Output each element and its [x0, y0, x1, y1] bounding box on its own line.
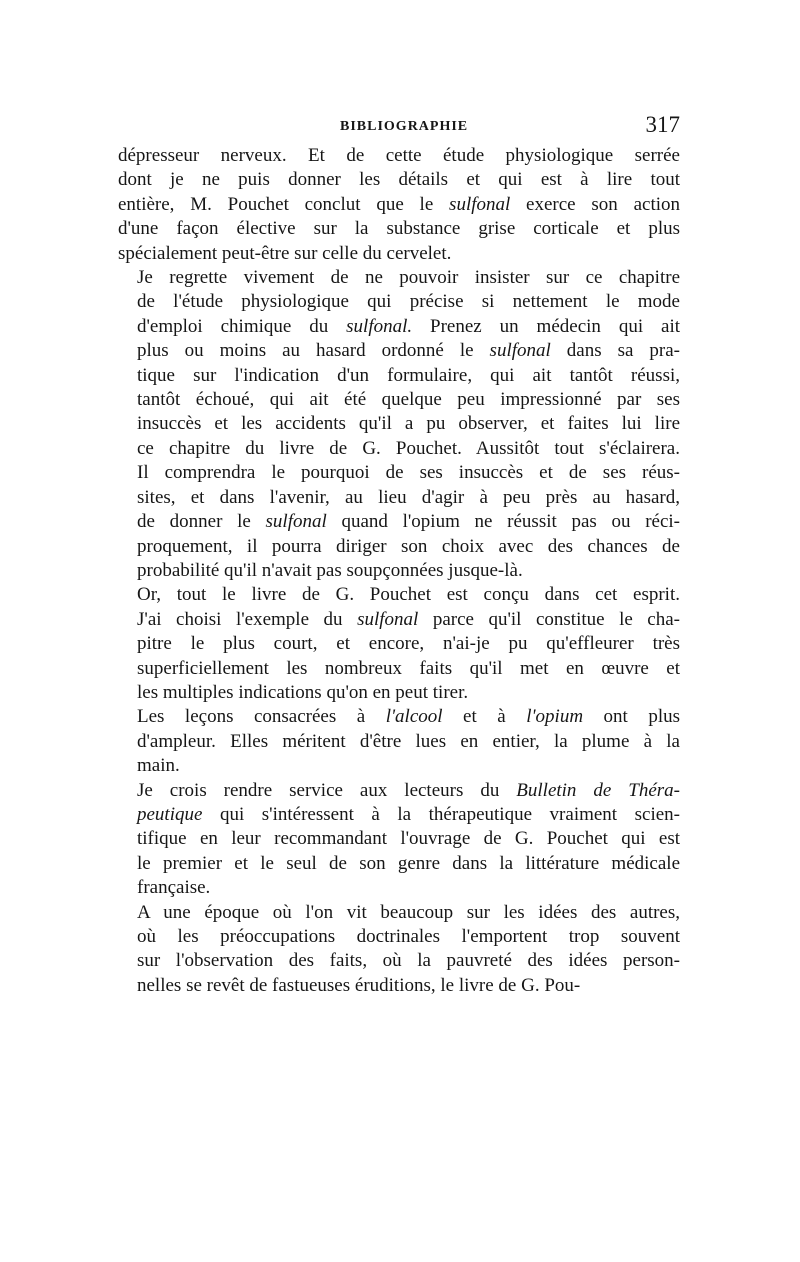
- text-line: [118, 632, 680, 656]
- text-run: pitre le plus court, et encore, n'ai-je pu qu'effleurer très: [137, 633, 680, 655]
- text-line: [118, 657, 680, 681]
- text-line: [118, 583, 680, 607]
- text-line: [118, 974, 680, 998]
- text-line: [118, 681, 680, 705]
- italic-term: sulfonal: [357, 608, 419, 630]
- text-line: [118, 242, 680, 266]
- text-line: [118, 315, 680, 339]
- paragraph: [118, 901, 680, 999]
- text-line: [118, 730, 680, 754]
- text-run: ont plus: [583, 706, 681, 728]
- text-line: [118, 144, 680, 168]
- text-run: de donner le: [137, 511, 266, 533]
- paragraph: [118, 583, 680, 705]
- text-run: exerce son action: [510, 193, 680, 215]
- text-line: [118, 437, 680, 461]
- text-line: [118, 608, 680, 632]
- text-run: qui s'intéressent à la thérapeutique vraiment scien-: [202, 803, 680, 825]
- text-line: [118, 901, 680, 925]
- paragraph: [118, 705, 680, 778]
- text-run: de l'étude physiologique qui précise si nettement le mode: [137, 291, 680, 313]
- text-run: d'emploi chimique du: [137, 315, 347, 337]
- text-run: d'une façon élective sur la substance grise corticale et plus: [118, 218, 680, 240]
- text-line: [118, 779, 680, 803]
- text-line: [118, 217, 680, 241]
- text-run: dépresseur nerveux. Et de cette étude physiologique serrée: [118, 145, 680, 166]
- text-run: entière, M. Pouchet conclut que le: [118, 193, 450, 215]
- text-run: nelles se revêt de fastueuses éruditions, le livre de G. Pou-: [137, 974, 581, 996]
- running-head: [118, 112, 680, 144]
- italic-term: Bulletin de Théra-: [516, 779, 680, 801]
- italic-term: sulfonal: [265, 511, 327, 533]
- text-line: [118, 486, 680, 510]
- text-line: [118, 876, 680, 900]
- text-run: et à: [442, 706, 527, 728]
- text-run: dont je ne puis donner les détails et qui est à lire tout: [118, 169, 680, 191]
- text-run: tantôt échoué, qui ait été quelque peu impressionné par ses: [137, 389, 680, 411]
- italic-term: sulfonal: [489, 340, 551, 362]
- text-run: tique sur l'indication d'un formulaire, qui ait tantôt réussi,: [137, 364, 680, 386]
- italic-term: l'alcool: [385, 706, 443, 728]
- text-line: [118, 559, 680, 583]
- text-run: A une époque où l'on vit beaucoup sur les idées des autres,: [137, 901, 680, 923]
- paragraph: [118, 144, 680, 266]
- text-run: dans sa pra-: [550, 340, 680, 362]
- text-run: Je regrette vivement de ne pouvoir insister sur ce chapitre: [137, 267, 680, 289]
- text-run: ce chapitre du livre de G. Pouchet. Aussitôt tout s'éclairera.: [137, 437, 680, 459]
- running-title: BIBLIOGRAPHIE: [340, 119, 469, 134]
- text-line: [118, 388, 680, 412]
- paragraph: [118, 779, 680, 901]
- book-page: [118, 112, 680, 998]
- text-line: [118, 412, 680, 436]
- text-line: [118, 266, 680, 290]
- text-run: tifique en leur recommandant l'ouvrage de G. Pouchet qui est: [137, 828, 680, 850]
- text-run: les multiples indications qu'on en peut tirer.: [137, 681, 469, 703]
- text-line: [118, 535, 680, 559]
- text-run: Or, tout le livre de G. Pouchet est conçu dans cet esprit.: [137, 584, 680, 606]
- text-run: J'ai choisi l'exemple du: [137, 608, 358, 630]
- text-run: sur l'observation des faits, où la pauvreté des idées person-: [137, 950, 680, 972]
- text-run: spécialement peut-être sur celle du cervelet.: [118, 242, 452, 264]
- text-line: [118, 827, 680, 851]
- text-line: [118, 705, 680, 729]
- text-run: superficiellement les nombreux faits qu'il met en œuvre et: [137, 657, 680, 679]
- text-run: sites, et dans l'avenir, au lieu d'agir à peu près au hasard,: [137, 486, 680, 508]
- page-number: 317: [645, 112, 680, 137]
- text-run: Les leçons consacrées à: [137, 706, 386, 728]
- text-run: main.: [137, 755, 180, 777]
- italic-term: sulfonal.: [346, 315, 413, 337]
- text-line: [118, 168, 680, 192]
- text-run: où les préoccupations doctrinales l'emportent trop souvent: [137, 926, 680, 947]
- text-line: [118, 290, 680, 314]
- text-line: [118, 852, 680, 876]
- text-line: [118, 461, 680, 485]
- text-run: parce qu'il constitue le cha-: [418, 608, 681, 630]
- text-line: [118, 949, 680, 973]
- text-line: [118, 925, 680, 949]
- text-run: probabilité qu'il n'avait pas soupçonnées jusque-là.: [137, 559, 523, 581]
- text-line: [118, 339, 680, 363]
- italic-term: peutique: [137, 803, 203, 825]
- text-line: [118, 364, 680, 388]
- paragraph: [118, 266, 680, 583]
- text-run: Je crois rendre service aux lecteurs du: [137, 779, 517, 801]
- text-run: française.: [137, 877, 211, 899]
- text-line: [118, 193, 680, 217]
- text-run: Il comprendra le pourquoi de ses insuccès et de ses réus-: [137, 462, 680, 484]
- text-run: quand l'opium ne réussit pas ou réci-: [326, 511, 681, 533]
- body-text: [118, 144, 680, 998]
- text-run: d'ampleur. Elles méritent d'être lues en entier, la plume à la: [137, 730, 680, 752]
- text-run: le premier et le seul de son genre dans la littérature médicale: [137, 852, 680, 874]
- text-run: Prenez un médecin qui ait: [412, 315, 680, 337]
- italic-term: l'opium: [526, 706, 584, 728]
- text-line: [118, 754, 680, 778]
- text-run: plus ou moins au hasard ordonné le: [137, 340, 490, 362]
- text-run: insuccès et les accidents qu'il a pu observer, et faites lui lire: [137, 413, 680, 435]
- text-line: [118, 510, 680, 534]
- text-line: [118, 803, 680, 827]
- text-run: proquement, il pourra diriger son choix avec des chances de: [137, 535, 680, 557]
- italic-term: sulfonal: [449, 193, 511, 215]
